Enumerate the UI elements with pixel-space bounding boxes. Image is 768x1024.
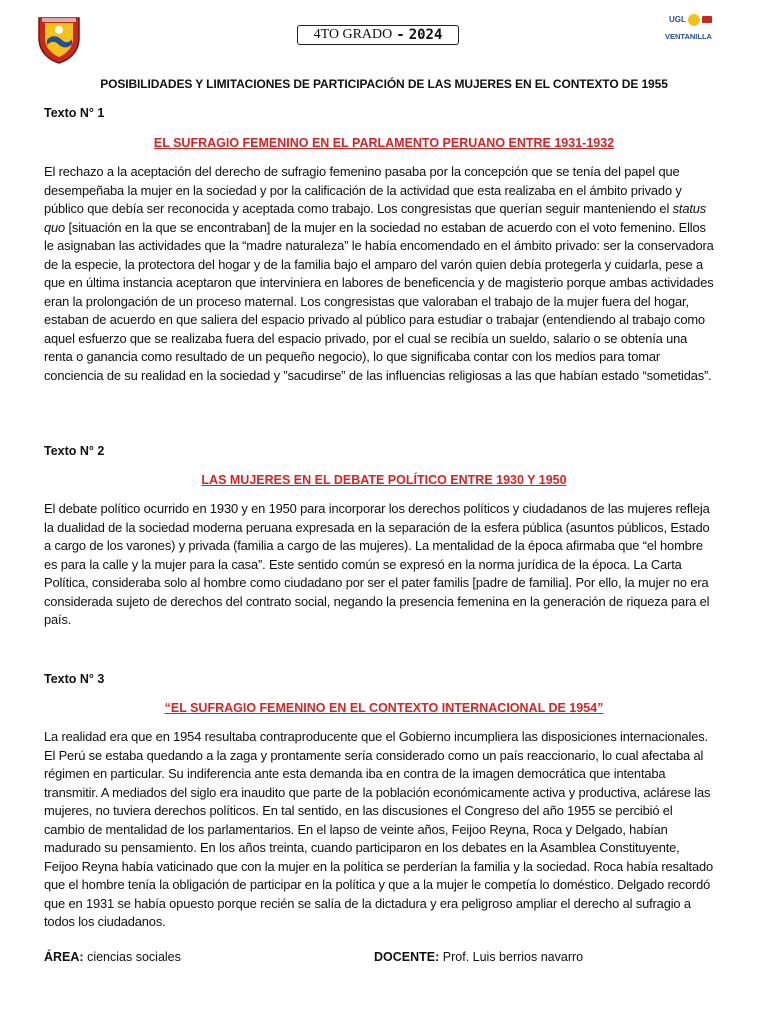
footer-teacher	[374, 950, 583, 964]
text-2-body: El debate político ocurrido en 1930 y en 1950 para incorporar los derechos políticos y ciudadanos de las mujeres refleja la dualidad de la sociedad moderna peruana expresada en la separación de la esfera pública (asuntos públicos, Estado a cargo de los varones) y privada (familia a cargo de las mujeres). La mentalidad de la época afirmaba que “el hombre es para la calle y la mujer para la casa”. Este sentido común se expresó en la norma jurídica de la época. La Carta Política, consideraba solo al hombre como ciudadano por ser el pater familis [padre de familia]. Por ello, la mujer no era considerada sujeto de derechos del contrato social, negando la presencia femenina en la generación de riqueza para el país.	[44, 501, 710, 627]
text-3-title: “EL SUFRAGIO FEMENINO EN EL CONTEXTO INTERNACIONAL DE 1954”	[164, 701, 604, 715]
footer-area	[44, 950, 181, 964]
teacher-value: Prof. Luis berrios navarro	[442, 950, 584, 964]
text-2-label: Texto N° 2	[44, 444, 105, 458]
text-1-title: EL SUFRAGIO FEMENINO EN EL PARLAMENTO PERUANO ENTRE 1931-1932	[153, 136, 615, 150]
logo-ventanilla-text: VENTANILLA	[665, 32, 712, 41]
logo-letter-u: UGL	[669, 15, 686, 24]
ugel-ventanilla-logo	[664, 12, 720, 46]
text-1-body-end: [situación en la que se encontraban] de la mujer en la sociedad no estaban de acuerdo con el voto femenino. Ellos le asignaban las actividades que la “madre naturaleza” le había encomendado en el ámbito privado: ser la conservadora de la especie, la protectora del hogar y de la familia bajo el amparo del varón quien debía protegerla y cuidarla, pese a que en última instancia aceptaron que interviniera en labores de beneficencia y de magisterio porque ambas actividades eran la prolongación de un proceso maternal. Los congresistas que valoraban el trabajo de la mujer fuera del hogar, estaban de acuerdo en que saliera del espacio privado al público para estudiar o trabajar (entendiendo al trabajo como aquel esfuerzo que se realizaba fuera del espacio privado, por el cual se recibía un sueldo, salario o se obtenía una renta o ganancia como resultado de un pequeño negocio), lo que significaba contar con los medios para tomar conciencia de su realidad en la sociedad y ”sacudirse” de las influencias religiosas a las que habían estado “sometidas”.	[44, 219, 714, 383]
grade-label: 4TO GRADO	[313, 27, 393, 42]
text-1-label: Texto N° 1	[44, 106, 105, 120]
grade-box	[297, 25, 459, 45]
grade-year-separator: -	[396, 27, 405, 43]
text-1-body-start: El rechazo a la aceptación del derecho de sufragio femenino pasaba por la concepción que se tenía del papel que desempeñaba la mujer en la sociedad y por la calificación de la actividad que esta realizaba en el ámbito privado y público que debía ser reconocida y aceptada como trabajo. Los congresistas que querían seguir manteniendo el	[44, 164, 682, 216]
text-2-title: LAS MUJERES EN EL DEBATE POLÍTICO ENTRE 1930 Y 1950	[201, 473, 567, 487]
area-label: ÁREA:	[44, 950, 84, 964]
school-shield-logo	[36, 14, 82, 64]
text-3-label: Texto N° 3	[44, 672, 105, 686]
page-title: POSIBILIDADES Y LIMITACIONES DE PARTICIPACIÓN DE LAS MUJERES EN EL CONTEXTO DE 1955	[100, 77, 668, 91]
grade-year: 2024	[408, 27, 443, 43]
teacher-label: DOCENTE:	[374, 950, 440, 964]
text-3-body: La realidad era que en 1954 resultaba contraproducente que el Gobierno incumpliera las disposiciones internacionales. El Perú se estaba quedando a la zaga y prontamente sería considerado como un país reaccionario, lo cual afectaba al régimen en particular. Su indiferencia ante esta demanda iba en contra de la imagen democrática que intentaba transmitir. A mediados del siglo era inaudito que parte de la población económicamente activa y productiva, aclárese las mujeres, no tuviera derechos políticos. En tal sentido, en las discusiones el Congreso del año 1955 se percibió el cambio de mentalidad de los parlamentarios. En el lapso de veinte años, Feijoo Reyna, Roca y Delgado, habían madurado su pensamiento. En los años treinta, cuando participaron en los debates en la Asamblea Constituyente, Feijoo Reyna había vaticinado que con la mujer en la política se perderían la familia y la sociedad. Roca había resaltado que el hombre tenía la obligación de participar en la política y que a la mujer le competía lo doméstico. Delgado recordó que en 1931 se había opuesto porque recién se salía de la dictadura y era peligroso ampliar el derecho al sufragio a todos los ciudadanos.	[44, 729, 714, 929]
text-1-body	[44, 163, 714, 385]
area-value: ciencias sociales	[87, 950, 181, 964]
text-1-body-italic: status quo	[44, 201, 707, 235]
